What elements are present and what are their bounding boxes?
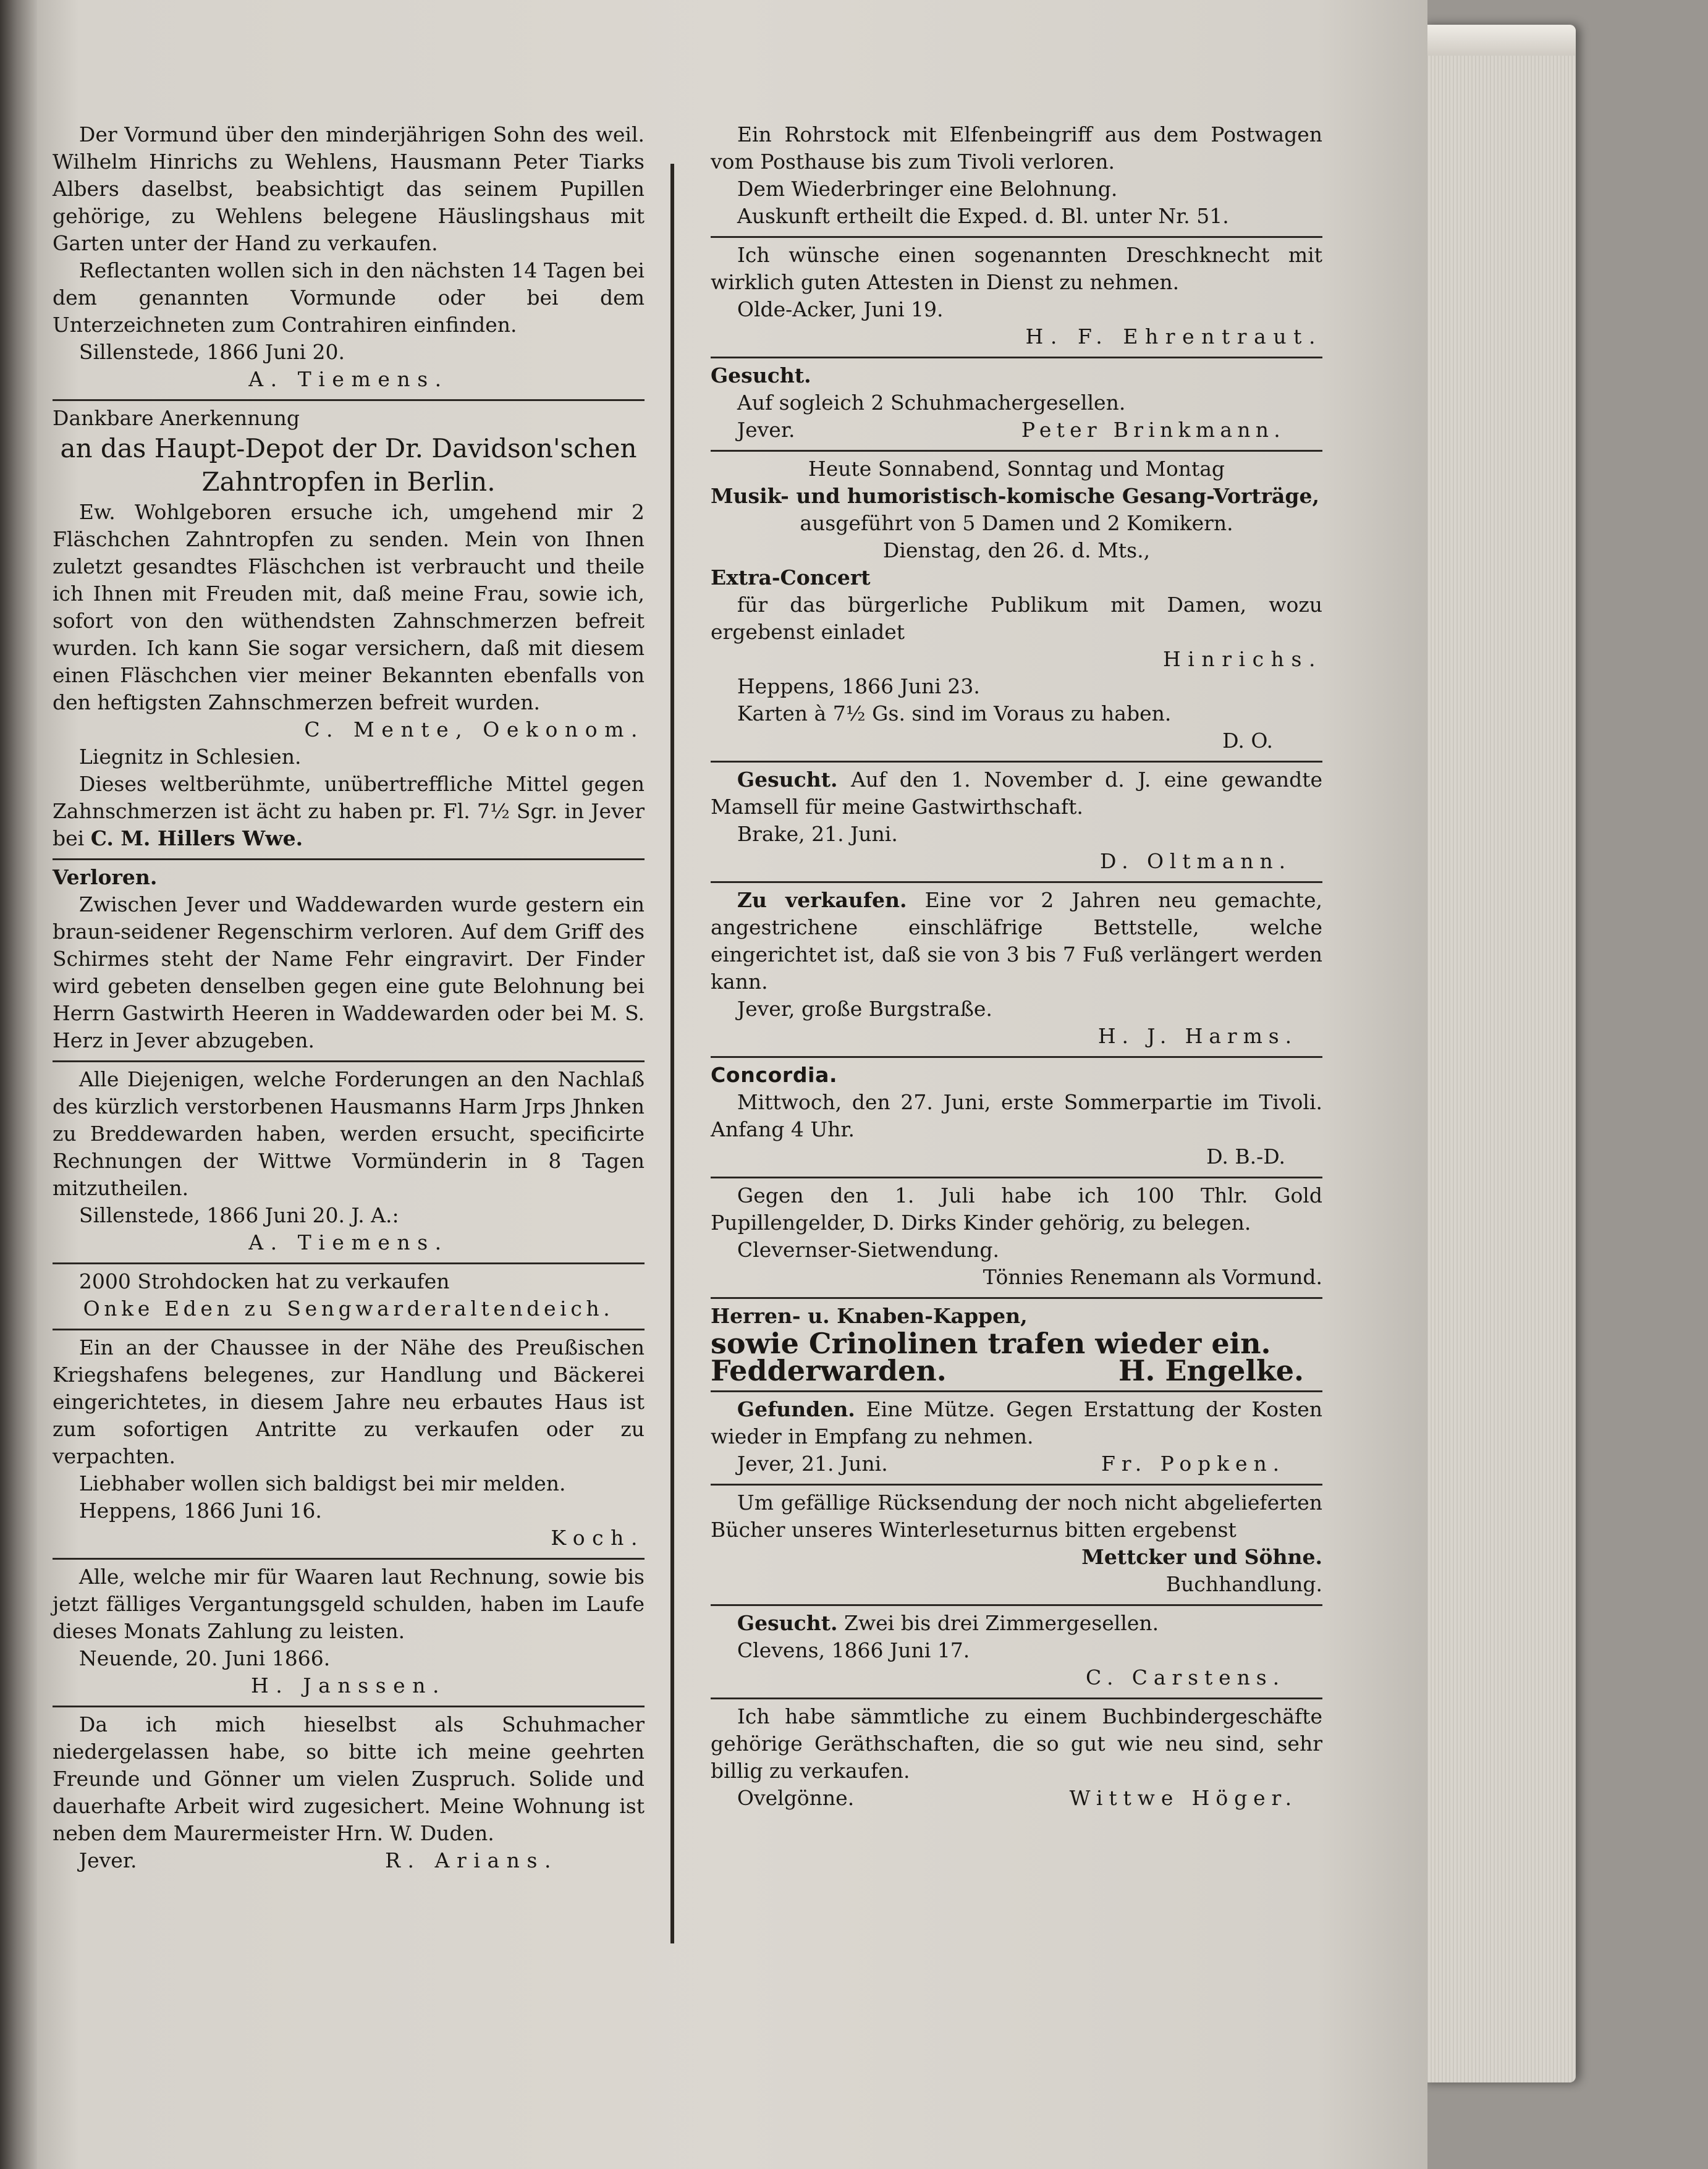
ad-text: [711, 1610, 1322, 1637]
ad-date: Heppens, 1866 Juni 16.: [78, 1499, 322, 1523]
ad-signature: D. Oltmann.: [1100, 849, 1292, 873]
book-top-edge: [1421, 25, 1576, 56]
ad-dankbare-anerkennung: [53, 401, 645, 860]
ad-signature: H. F. Ehrentraut.: [1025, 324, 1322, 349]
ad-strohdocken: [53, 1264, 645, 1330]
ad-text-inline: Auf den 1. November d. J. eine gewandte Mamsell für meine Gastwirthschaft.: [711, 767, 1322, 819]
ad-signature-2: Buchhandlung.: [1165, 1572, 1322, 1596]
ad-label: Zu verkaufen.: [737, 888, 907, 912]
ad-text: Zwischen Jever und Waddewarden wurde gestern ein braun-seidener Regenschirm verloren. Auf dem Griff des Schirmes steht der Name Fehr eingravirt. Der Finder wird gebeten denselben gegen eine gute Belohnung bei Herrn Gastwirth Heeren in Waddewarden oder bei M. S. Herz in Jever abzugeben.: [53, 892, 645, 1052]
ad-mamsell: [711, 763, 1322, 883]
ad-verloren: [53, 860, 645, 1062]
ad-place: Jever, große Burgstraße.: [737, 997, 992, 1021]
ad-heading: Gesucht.: [711, 363, 811, 387]
ad-buchbinder: [711, 1699, 1322, 1818]
column-divider: [670, 164, 674, 1943]
ad-lead: Heute Sonnabend, Sonntag und Montag: [808, 457, 1225, 481]
ad-signature: H. Janssen.: [250, 1673, 447, 1698]
ad-text: Auf sogleich 2 Schuhmachergesellen.: [737, 391, 1126, 415]
ad-zimmergesellen: [711, 1606, 1322, 1699]
ad-signature: Tönnies Renemann als Vormund.: [983, 1265, 1322, 1289]
ad-text: Ew. Wohlgeboren ersuche ich, umgehend mir 2 Fläschchen Zahntropfen zu senden. Mein von Ihnen zuletzt gesandtes Fläschchen ist verbraucht und theile ich Ihnen mit Freuden mit, daß meine Frau, sowie ich, sofort von den wüthendsten Zahnschmerzen befreit wurden. Ich kann Sie sogar versichern, daß mit diesem einen Fläschchen vier meiner Bekannten ebenfalls von den heftigsten Zahnschmerzen befreit wurden.: [53, 500, 645, 714]
ad-text: Ein an der Chaussee in der Nähe des Preußischen Kriegshafens belegenes, zur Handlung und Bäckerei eingerichtetes, in diesem Jahre neu erbautes Haus ist zum sofortigen Antritte zu verkaufen oder zu verpachten.: [53, 1335, 645, 1468]
ad-place: Ovelgönne.: [737, 1786, 855, 1810]
ad-signature: H. Engelke.: [1118, 1354, 1304, 1387]
ad-signature: Wittwe Höger.: [1069, 1786, 1298, 1810]
ad-text: Reflectanten wollen sich in den nächsten 14 Tagen bei dem genannten Vormunde oder bei dem Unterzeichneten zum Contrahiren einfinden.: [53, 258, 645, 337]
ad-footer: [711, 416, 1322, 444]
ad-nachlass: [53, 1062, 645, 1264]
ad-haus: [53, 1330, 645, 1560]
ad-place: Jever.: [78, 1848, 137, 1872]
ad-signature: H. J. Harms.: [1097, 1024, 1298, 1048]
ad-kappen: [711, 1299, 1322, 1392]
ad-text: [711, 766, 1322, 821]
ad-text: Der Vormund über den minderjährigen Sohn des weil. Wilhelm Hinrichs zu Wehlens, Hausmann Peter Tiarks Albers daselbst, beabsichtigt das seinem Pupillen gehörige, zu Wehlens belegene Häuslingshaus mit Garten unter der Hand zu verkaufen.: [53, 122, 645, 255]
ad-date: Neuende, 20. Juni 1866.: [78, 1646, 331, 1670]
ad-heading: Concordia.: [711, 1063, 838, 1087]
ad-signature: Koch.: [551, 1526, 645, 1550]
ad-gesucht-schuhmacher: [711, 358, 1322, 452]
ad-heading: Verloren.: [53, 865, 158, 889]
ad-date: Heppens, 1866 Juni 23.: [737, 674, 980, 698]
ad-date: Olde-Acker, Juni 19.: [737, 297, 944, 321]
ad-signature: Onke Eden zu Sengwarderaltendeich.: [83, 1296, 614, 1321]
ad-text: Dienstag, den 26. d. Mts.,: [882, 538, 1151, 562]
ad-date: Sillenstede, 1866 Juni 20. J. A.:: [78, 1203, 399, 1227]
ad-waaren: [53, 1560, 645, 1707]
ad-concordia: [711, 1058, 1322, 1178]
ad-text-inline: Eine vor 2 Jahren neu gemachte, angestrichene einschläfrige Bettstelle, welche eingerichtet ist, daß sie von 3 bis 7 Fuß verlängert werden kann.: [711, 888, 1323, 994]
left-column: [53, 117, 645, 1880]
ad-schuhmacher: [53, 1707, 645, 1880]
ad-text: Mittwoch, den 27. Juni, erste Sommerpartie im Tivoli. Anfang 4 Uhr.: [711, 1090, 1322, 1141]
ad-footer: [711, 1785, 1322, 1812]
ad-text-inline: Dieses weltberühmte, unübertreffliche Mittel gegen Zahnschmerzen ist ächt zu haben pr. Fl. 7½ Sgr. in Jever bei: [53, 772, 645, 850]
ad-signature: D. B.-D.: [1206, 1144, 1285, 1169]
ad-place: Fedderwarden.: [711, 1354, 947, 1387]
ad-text: Auskunft ertheilt die Exped. d. Bl. unter Nr. 51.: [737, 204, 1229, 228]
ad-footer: [711, 1450, 1322, 1478]
ad-place: Jever.: [737, 418, 795, 442]
ad-text: Karten à 7½ Gs. sind im Voraus zu haben.: [737, 701, 1172, 725]
ad-text: Um gefällige Rücksendung der noch nicht abgelieferten Bücher unseres Winterleseturnus bitten ergebenst: [711, 1490, 1322, 1542]
ad-text: Gegen den 1. Juli habe ich 100 Thlr. Gold Pupillengelder, D. Dirks Kinder gehörig, zu belegen.: [711, 1183, 1322, 1235]
ad-signature: R. Arians.: [385, 1848, 558, 1872]
ad-dreschknecht: [711, 238, 1322, 358]
ad-gefunden: [711, 1392, 1322, 1486]
ad-signature: C. Mente, Oekonom.: [304, 717, 645, 742]
ad-date: Brake, 21. Juni.: [737, 822, 898, 846]
ad-signature: Mettcker und Söhne.: [1081, 1545, 1322, 1569]
ad-rohrstock: [711, 117, 1322, 238]
ad-seller: C. M. Hillers Wwe.: [90, 826, 303, 850]
ad-bettstelle: [711, 883, 1322, 1058]
ad-buecher: [711, 1486, 1322, 1606]
book-page-edges: [1421, 25, 1576, 2082]
ad-signature: A. Tiemens.: [248, 1230, 449, 1254]
ad-text: Ich wünsche einen sogenannten Dreschknecht mit wirklich guten Attesten in Dienst zu nehmen.: [711, 243, 1322, 294]
ad-text: [711, 1396, 1322, 1450]
ad-text: Alle Diejenigen, welche Forderungen an den Nachlaß des kürzlich verstorbenen Hausmanns Harm Jrps Jhnken zu Breddewarden haben, werden ersucht, specificirte Rechnungen der Wittwe Vormünderin in 8 Tagen mitzutheilen.: [53, 1067, 645, 1200]
ad-date: Clevens, 1866 Juni 17.: [737, 1638, 970, 1662]
ad-signature: Peter Brinkmann.: [1021, 418, 1285, 442]
ad-text: für das bürgerliche Publikum mit Damen, wozu ergebenst einladet: [711, 593, 1322, 644]
ad-text: 2000 Strohdocken hat zu verkaufen: [78, 1269, 450, 1293]
ad-gold: [711, 1178, 1322, 1299]
ad-place: Jever, 21. Juni.: [737, 1452, 888, 1476]
ad-label: Gefunden.: [737, 1397, 855, 1421]
ad-text: [711, 887, 1322, 996]
ad-text: Da ich mich hieselbst als Schuhmacher niedergelassen habe, so bitte ich meine geehrten Freunde und Gönner um vielen Zuspruch. Solide und dauerhafte Arbeit wird zugesichert. Meine Wohnung ist neben dem Maurermeister Hrn. W. Duden.: [53, 1712, 645, 1845]
ad-heading-c: [711, 1354, 1322, 1387]
ad-vormund: [53, 117, 645, 401]
ad-date: Sillenstede, 1866 Juni 20.: [78, 340, 345, 364]
ad-place: Clevernser-Sietwendung.: [737, 1238, 1000, 1262]
ad-label: Gesucht.: [737, 767, 838, 792]
ad-text: ausgeführt von 5 Damen und 2 Komikern.: [800, 511, 1233, 535]
ad-signature: A. Tiemens.: [248, 367, 449, 391]
ad-text-inline: Eine Mütze. Gegen Erstattung der Kosten wieder in Empfang zu nehmen.: [711, 1397, 1322, 1448]
ad-text: Dem Wiederbringer eine Belohnung.: [737, 177, 1118, 201]
ad-text: Alle, welche mir für Waaren laut Rechnung, sowie bis jetzt fälliges Vergantungsgeld schulden, haben im Laufe dieses Monats Zahlung zu leisten.: [53, 1565, 645, 1643]
ad-place: Liegnitz in Schlesien.: [78, 745, 302, 769]
ad-heading: Dankbare Anerkennung: [53, 406, 300, 430]
ad-heading: Musik- und humoristisch-komische Gesang-Vorträge,: [711, 484, 1319, 508]
ad-heading-extra-concert: Extra-Concert: [711, 565, 871, 590]
ad-text: Ein Rohrstock mit Elfenbeingriff aus dem Postwagen vom Posthause bis zum Tivoli verloren.: [711, 122, 1322, 174]
ad-text: Liebhaber wollen sich baldigst bei mir melden.: [78, 1471, 566, 1495]
ad-text: [53, 771, 645, 852]
ad-text: Ich habe sämmtliche zu einem Buchbindergeschäfte gehörige Geräthschaften, die so gut wie neu sind, sehr billig zu verkaufen.: [711, 1704, 1322, 1783]
ad-signature: Hinrichs.: [1162, 647, 1322, 671]
ad-initials: D. O.: [1222, 729, 1273, 753]
facing-page-edge: [0, 0, 37, 2169]
right-column: [711, 117, 1322, 1818]
ad-heading: Herren- u. Knaben-Kappen,: [711, 1304, 1028, 1328]
ad-text-inline: Zwei bis drei Zimmergesellen.: [843, 1611, 1159, 1635]
ad-signature: C. Carstens.: [1086, 1665, 1285, 1689]
ad-signature: Fr. Popken.: [1101, 1452, 1285, 1476]
ad-subheading: an das Haupt-Depot der Dr. Davidson'schen Zahntropfen in Berlin.: [60, 433, 637, 497]
ad-label: Gesucht.: [737, 1611, 838, 1635]
ad-heading-b: sowie Crinolinen trafen wieder ein.: [711, 1327, 1271, 1360]
ad-musik: [711, 452, 1322, 763]
ad-footer: [53, 1847, 645, 1874]
